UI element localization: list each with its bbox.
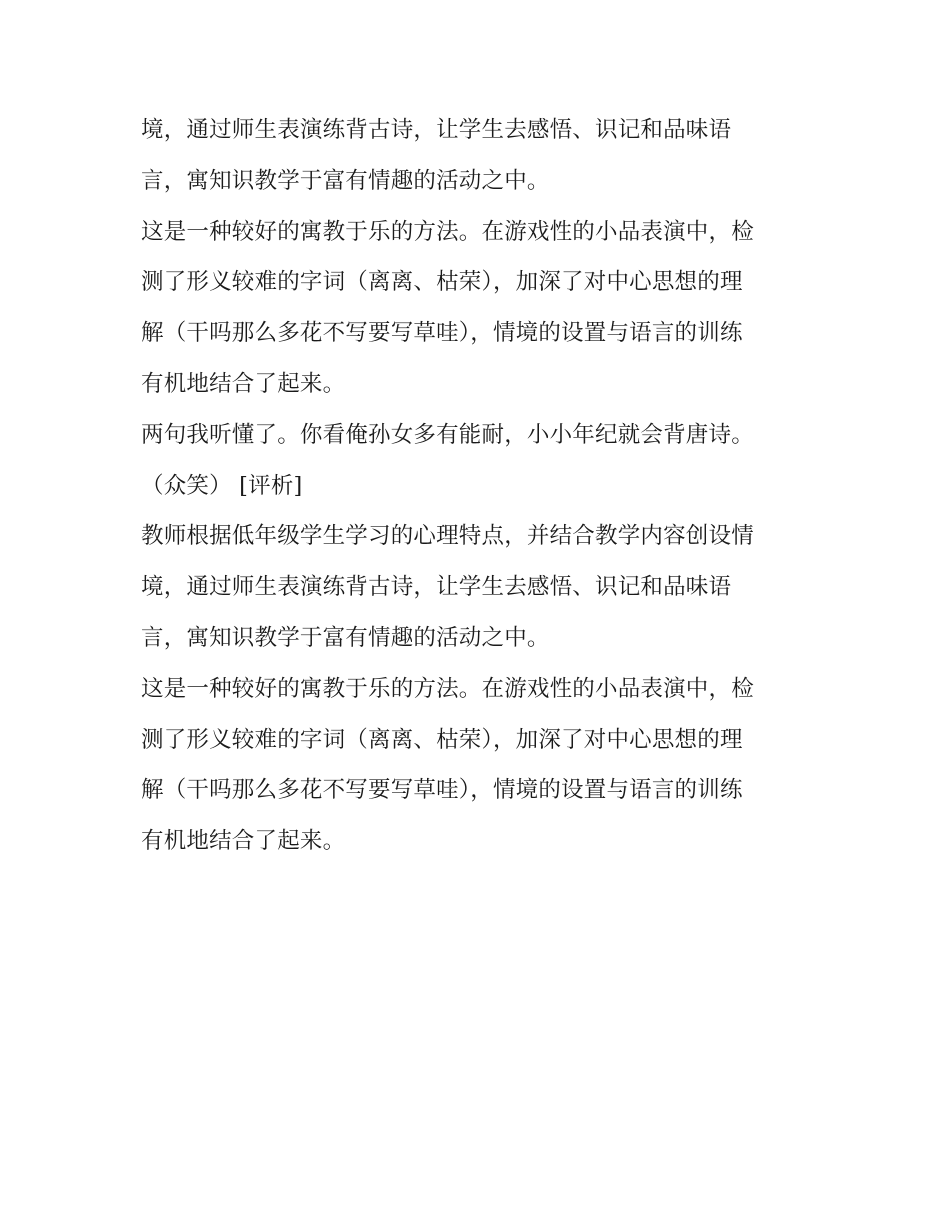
- text-line: （众笑） [评析]: [141, 472, 303, 499]
- text-line: 言，寓知识教学于富有情趣的活动之中。: [141, 167, 550, 194]
- text-line: 境，通过师生表演练背古诗，让学生去感悟、识记和品味语: [141, 117, 732, 143]
- text-line: 解（干吗那么多花不写要写草哇），情境的设置与语言的训练: [141, 320, 743, 347]
- document-body: [141, 105, 821, 867]
- text-line: 测了形义较难的字词（离离、枯荣），加深了对中心思想的理: [141, 726, 743, 753]
- text-line: 境，通过师生表演练背古诗，让学生去感悟、识记和品味语: [141, 574, 732, 601]
- text-line: 有机地结合了起来。: [141, 370, 346, 397]
- text-line: 这是一种较好的寓教于乐的方法。在游戏性的小品表演中，检: [141, 675, 754, 702]
- text-line: 两句我听懂了。你看俺孙女多有能耐，小小年纪就会背唐诗。: [141, 421, 754, 448]
- text-line: 教师根据低年级学生学习的心理特点，并结合教学内容创设情: [141, 523, 754, 550]
- text-line: 测了形义较难的字词（离离、枯荣），加深了对中心思想的理: [141, 269, 743, 296]
- text-line: 这是一种较好的寓教于乐的方法。在游戏性的小品表演中，检: [141, 218, 754, 245]
- text-line: 解（干吗那么多花不写要写草哇），情境的设置与语言的训练: [141, 777, 743, 804]
- text-line: 言，寓知识教学于富有情趣的活动之中。: [141, 624, 550, 651]
- text-line: 有机地结合了起来。: [141, 828, 346, 855]
